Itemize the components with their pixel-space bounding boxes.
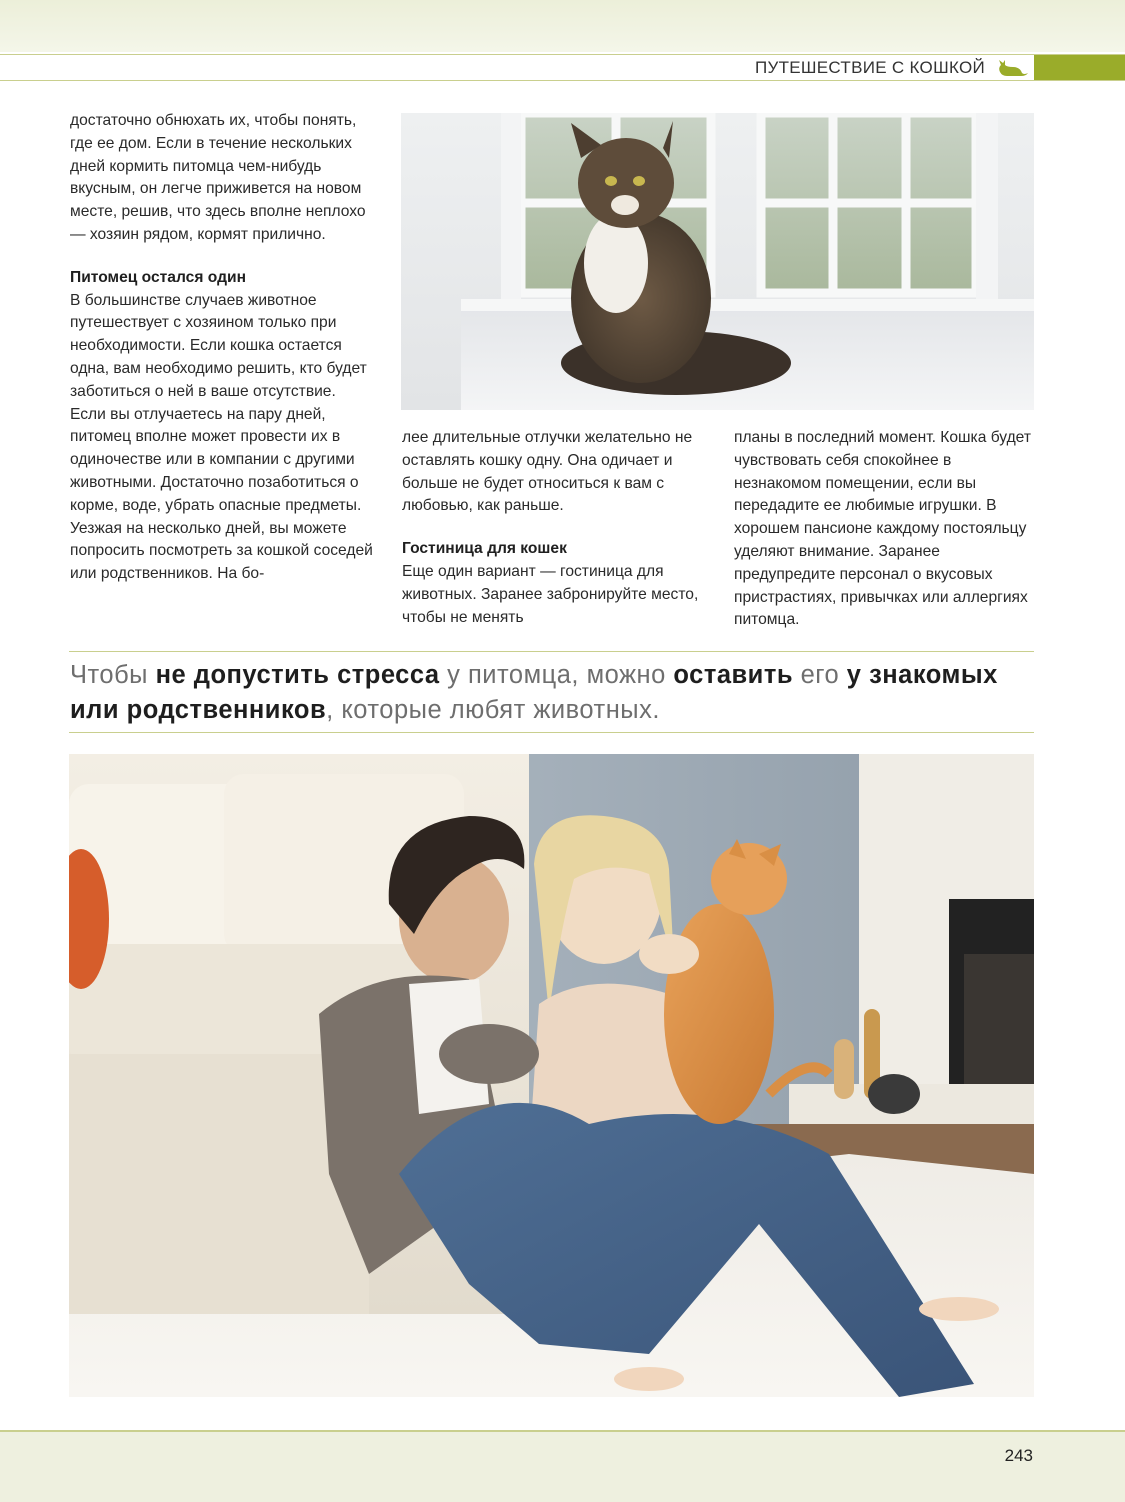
subheading-cat-hotel: Гостиница для кошек	[402, 540, 567, 558]
quote-text: у питомца, можно	[439, 661, 674, 689]
quote-rule-bottom	[69, 732, 1034, 733]
quote-emphasis: не допустить стресса	[155, 661, 440, 689]
paragraph: планы в последний момент. Кошка будет чувствовать себя спокойнее в незнакомом помещении, если вы передадите ее любимые игрушки. В хорошем пансионе каждому постояльцу уделяют внимание. Заранее предупредите персонал о вкусовых пристрастиях, привычках или аллергиях питомца.	[734, 429, 1031, 629]
text-column-2	[402, 427, 707, 629]
bottom-band	[0, 1430, 1125, 1502]
couple-with-cat-photo	[69, 754, 1034, 1397]
header-accent-tab	[1034, 55, 1125, 80]
paragraph: достаточно обнюхать их, чтобы понять, где ее дом. Если в течение нескольких дней кормить питомца чем-нибудь вкусным, он легче приживется на новом месте, решив, что здесь вполне неплохо — хозяин рядом, кормят прилично.	[70, 112, 366, 243]
text-column-1	[70, 110, 375, 586]
quote-rule-top	[69, 651, 1034, 652]
quote-emphasis: у знакомых или родственников	[70, 661, 998, 724]
cat-by-window-photo	[401, 113, 1034, 410]
quote-text: Чтобы	[70, 661, 156, 689]
paragraph: лее длительные отлучки желательно не оставлять кошку одну. Она одичает и больше не будет относиться к вам с любовью, как раньше.	[402, 429, 693, 515]
top-band	[0, 0, 1125, 52]
text-column-3	[734, 427, 1034, 632]
header-rule-bottom	[0, 80, 1125, 81]
quote-text: его	[793, 661, 847, 689]
paragraph: В большинстве случаев животное путешествует с хозяином только при необходимости. Если кошка остается одна, вам необходимо решить, кто будет заботиться о ней в ваше отсутствие. Если вы отлучаетесь на пару дней, питомец вполне может провести их в одиночестве или в компании с другими животными. Достаточно позаботиться о корме, воде, убрать опасные предметы. Уезжая на несколько дней, вы можете попросить посмотреть за кошкой соседей или родственников. На бо-	[70, 291, 373, 583]
section-title: ПУТЕШЕСТВИЕ С КОШКОЙ	[754, 58, 985, 77]
header-rule-top	[0, 54, 1125, 55]
pull-quote	[70, 658, 1034, 728]
paragraph: Еще один вариант — гостиница для животных. Заранее забронируйте место, чтобы не менять	[402, 562, 699, 626]
page-number: 243	[1004, 1446, 1033, 1465]
cat-icon	[993, 56, 1031, 80]
subheading-pet-alone: Питомец остался один	[70, 268, 247, 286]
quote-emphasis: оставить	[673, 661, 794, 689]
quote-text: , которые любят животных.	[326, 696, 660, 724]
